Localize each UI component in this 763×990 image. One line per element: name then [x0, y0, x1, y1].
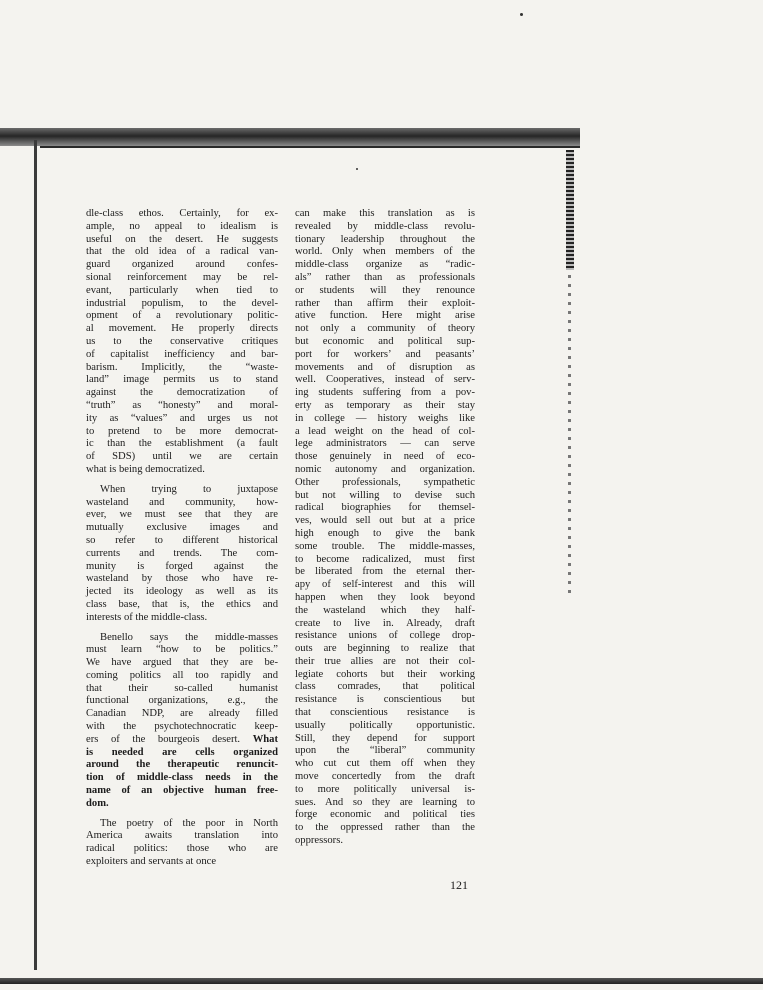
text-line: ers of the bourgeois desert. What — [86, 733, 278, 745]
left-text-column — [86, 208, 278, 869]
text-line: us to the conservative critiques — [86, 335, 278, 347]
text-line: When trying to juxtapose — [100, 483, 278, 495]
text-line: class base, that is, the ethics and — [86, 598, 278, 610]
text-line: those genuinely in need of eco- — [295, 451, 475, 463]
text-line: Canadian NDP, are already filled — [86, 708, 278, 720]
text-line: wasteland by those who have re- — [86, 573, 278, 585]
text-line: ity as “values” and urges us not — [86, 412, 278, 424]
text-line: als” rather than as professionals — [295, 271, 475, 283]
text-line: so refer to different historical — [86, 534, 278, 546]
text-line: the wasteland which they half- — [295, 604, 475, 616]
text-line: their true allies are not their col- — [295, 655, 475, 667]
text-line: against the democratization of — [86, 387, 278, 399]
text-line: forge economic and political ties — [295, 809, 475, 821]
text-line: exploiters and servants at once — [86, 856, 217, 868]
text-line: name of an objective human free- — [86, 785, 278, 797]
text-line: to the oppressed rather than the — [295, 822, 475, 834]
text-line: is needed are cells organized — [86, 746, 278, 758]
paragraph-gap — [86, 811, 278, 818]
right-text-column — [295, 208, 475, 848]
text-line: evant, particularly when tied to — [86, 284, 278, 296]
text-line: dom. — [86, 797, 109, 809]
paragraph-gap — [86, 625, 278, 632]
page-left-edge — [34, 140, 37, 970]
text-line: rather than affirm their exploit- — [295, 297, 475, 309]
text-line: useful on the desert. He suggests — [86, 233, 278, 245]
text-line: with the psychotechnocratic keep- — [86, 721, 278, 733]
text-line: not only a community of theory — [295, 323, 475, 335]
text-line: radical politics: those who are — [86, 843, 278, 855]
text-line: a lead weight on the head of col- — [295, 425, 475, 437]
text-line: must learn “how to be politics.” — [86, 644, 278, 656]
margin-marks — [568, 275, 571, 595]
text-line: jected its ideology as well as its — [86, 586, 278, 598]
text-line: but economic and political sup- — [295, 335, 475, 347]
text-line: lege administrators — can serve — [295, 438, 475, 450]
text-line: resistance is conscientious but — [295, 694, 475, 706]
text-line: functional organizations, e.g., the — [86, 695, 278, 707]
scan-speck — [520, 13, 523, 16]
text-line: of SDS) until we are certain — [86, 451, 278, 463]
text-line: Other professionals, sympathetic — [295, 476, 475, 488]
text-line: middle-class organize as “radic- — [295, 259, 475, 271]
text-line: erty as temporary as their stay — [295, 399, 475, 411]
text-line: to pretend to be more democrat- — [86, 425, 278, 437]
page-number: 121 — [450, 878, 468, 892]
text-line: create to live in. Already, draft — [295, 617, 475, 629]
text-line: land” image permits us to stand — [86, 374, 278, 386]
text-line: sues. And so they are learning to — [295, 796, 475, 808]
text-line: sional reinforcement may be rel- — [86, 271, 278, 283]
text-line: usually politically opportunistic. — [295, 719, 475, 731]
text-line: in college — history weighs like — [295, 412, 475, 424]
text-line: to more politically universal is- — [295, 783, 475, 795]
text-line: ever, we must see that they are — [86, 509, 278, 521]
text-line: upon the “liberal” community — [295, 745, 475, 757]
text-line: outs are beginning to realize that — [295, 643, 475, 655]
text-line: oppressors. — [295, 835, 343, 847]
text-line: dle-class ethos. Certainly, for ex- — [86, 208, 278, 219]
scan-top-band — [0, 128, 580, 146]
text-line: currents and trends. The com- — [86, 547, 278, 559]
text-line: be liberated from the eternal ther- — [295, 566, 475, 578]
text-line: that their so-called humanist — [86, 682, 278, 694]
text-line: around the therapeutic renuncit- — [86, 759, 278, 771]
text-line: that the old idea of a radical van- — [86, 246, 278, 258]
text-line: ative function. Here might arise — [295, 310, 475, 322]
scan-top-rule — [40, 146, 580, 148]
text-line: interests of the middle-class. — [86, 611, 208, 623]
text-line: happen when they look beyond — [295, 591, 475, 603]
text-line: nomic autonomy and organization. — [295, 463, 475, 475]
text-line: guard organized around confes- — [86, 259, 278, 271]
text-line: We have argued that they are be- — [86, 657, 278, 669]
text-line: well. Cooperatives, instead of serv- — [295, 374, 475, 386]
text-line: resistance unions of college drop- — [295, 630, 475, 642]
text-line: high enough to give the bank — [295, 527, 475, 539]
text-line: Benello says the middle-masses — [100, 631, 278, 643]
text-line: move concertedly from the draft — [295, 771, 475, 783]
text-line: revealed by middle-class revolu- — [295, 220, 475, 232]
page-right-edge — [566, 150, 574, 270]
text-line: but not willing to devise such — [295, 489, 475, 501]
text-line: mutually exclusive images and — [86, 522, 278, 534]
text-line: some trouble. The middle-masses, — [295, 540, 475, 552]
text-line: “truth” as “honesty” and moral- — [86, 399, 278, 411]
text-line: wasteland and community, how- — [86, 496, 278, 508]
text-line: coming politics all too rapidly and — [86, 669, 278, 681]
text-line: who cut cut them off when they — [295, 758, 475, 770]
text-line: barism. Implicitly, the “waste- — [86, 361, 278, 373]
text-line: class comrades, that political — [295, 681, 475, 693]
text-line: ves, would sell out but at a price — [295, 515, 475, 527]
text-line: or students will they renounce — [295, 284, 475, 296]
text-line: tionary leadership throughout the — [295, 233, 475, 245]
text-line: apy of self-interest and this will — [295, 579, 475, 591]
text-line: The poetry of the poor in North — [100, 817, 278, 829]
text-line: radical biographies for themsel- — [295, 502, 475, 514]
text-line: what is being democratized. — [86, 463, 205, 475]
text-line: America awaits translation into — [86, 830, 278, 842]
text-line: industrial populism, to the devel- — [86, 297, 278, 309]
text-line: legiate cohorts but their working — [295, 668, 475, 680]
text-line: ample, no appeal to idealism is — [86, 220, 278, 232]
text-line: tion of middle-class needs in the — [86, 772, 278, 784]
text-line: world. Only when members of the — [295, 246, 475, 258]
text-line: port for workers’ and peasants’ — [295, 348, 475, 360]
text-line: ic than the establishment (a fault — [86, 438, 278, 450]
text-line: that conscientious resistance is — [295, 707, 475, 719]
text-line: Still, they depend for support — [295, 732, 475, 744]
text-line: al movement. He properly directs — [86, 323, 278, 335]
text-line: can make this translation as is — [295, 208, 475, 219]
text-line: movements and of disruption as — [295, 361, 475, 373]
text-line: of capitalist inefficiency and bar- — [86, 348, 278, 360]
paragraph-gap — [86, 477, 278, 484]
text-line: opment of a revolutionary politic- — [86, 310, 278, 322]
text-line: munity is forged against the — [86, 560, 278, 572]
scan-bottom-band — [0, 978, 763, 984]
text-line: ing students suffering from a pov- — [295, 387, 475, 399]
text-line: to become radicalized, must first — [295, 553, 475, 565]
scan-speck — [356, 168, 358, 170]
